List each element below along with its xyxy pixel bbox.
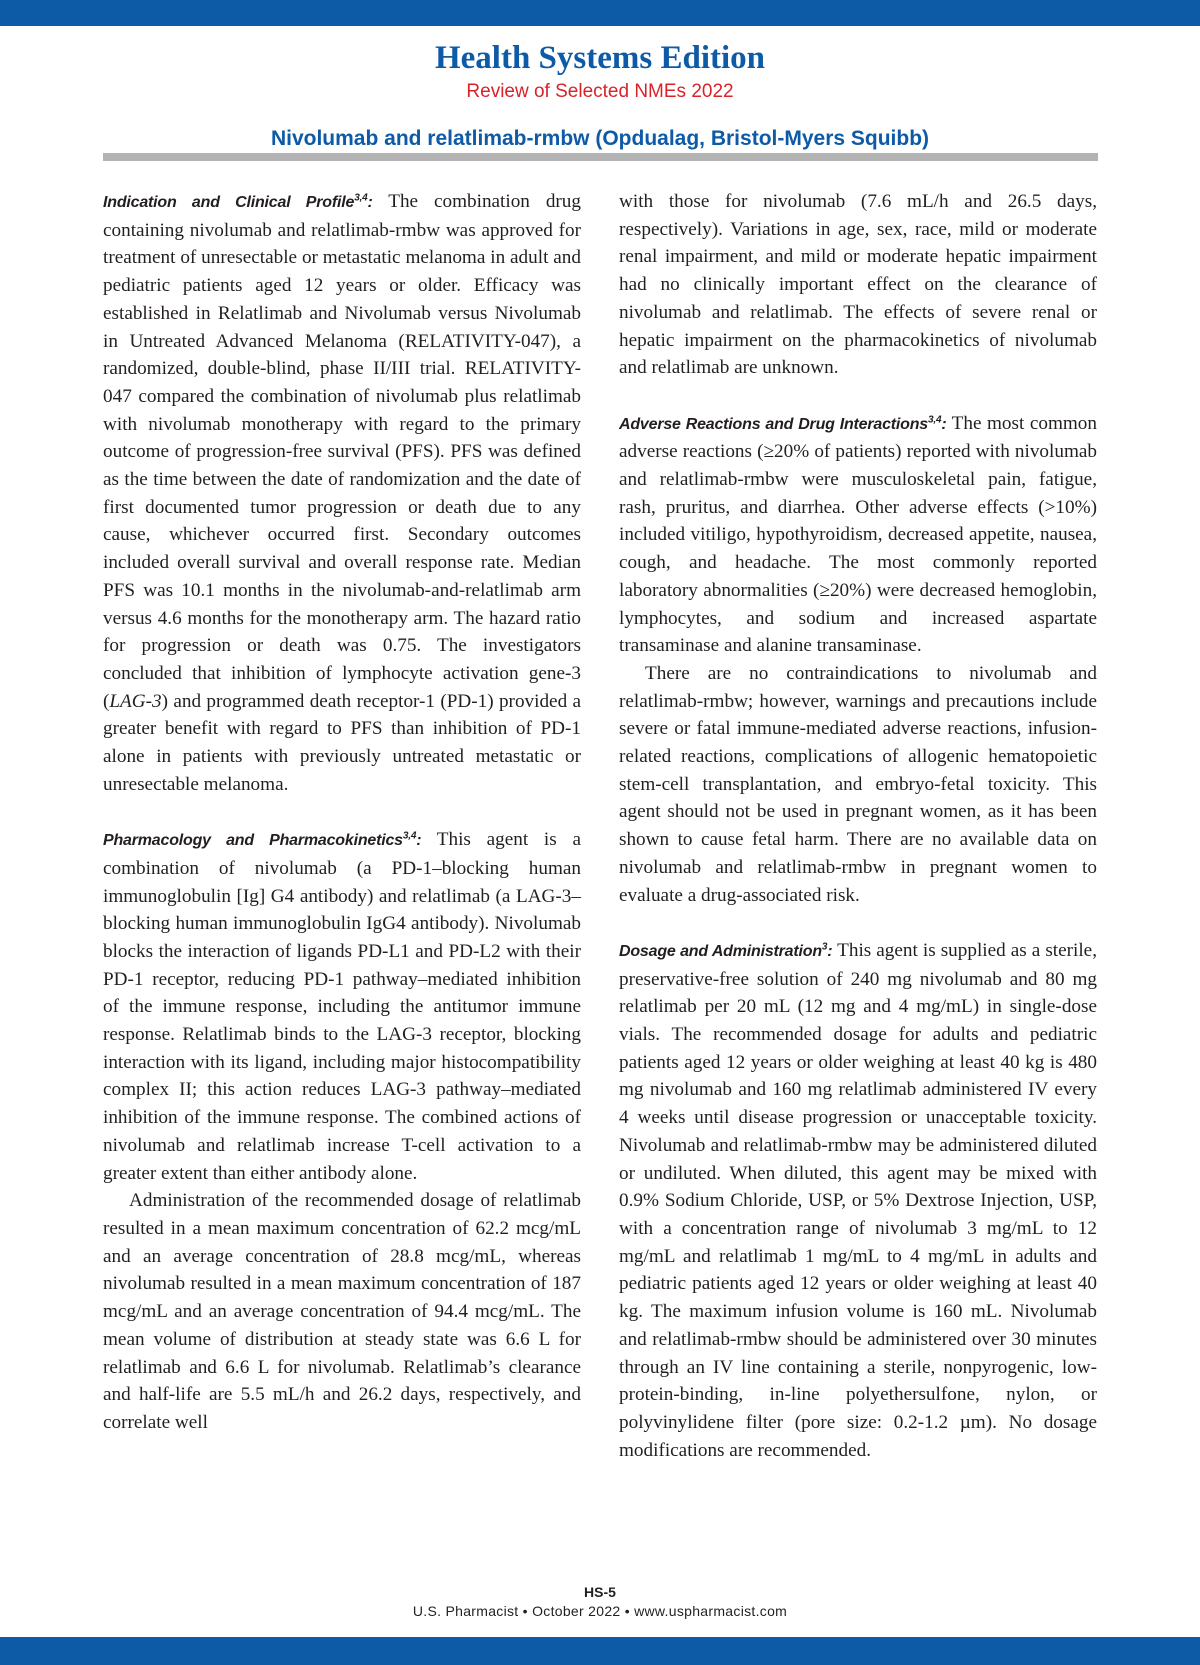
adverse-paragraph: Adverse Reactions and Drug Interactions$^{3,4}$: The most common adverse reactions (≥20% of patients) reported with nivolumab and relatlimab-rmbw were musculoskeletal pain, fatigue, rash, pruritus, and diarrhea. Other adverse effects (>10%) included vitiligo, hypothyroidism, decreased appetite, nausea, cough, and headache. The most commonly reported laboratory abnormalities (≥20%) were decreased hemoglobin, lymphocytes, and sodium and increased aspartate transaminase and alanine transaminase. bbox=[619, 412, 1097, 657]
left-column bbox=[103, 188, 581, 1437]
section-heading-pharmacology: Pharmacology and Pharmacokinetics$^{3,4}$: bbox=[103, 830, 422, 850]
pharmacokinetics-paragraph: Administration of the recommended dosage of relatlimab resulted in a mean maximum concentration of 62.2 mcg/mL and an average concentration of 28.8 mcg/mL, whereas nivolumab resulted in a mean maximum concentration of 187 mcg/mL and an average concentration of 94.4 mcg/mL. The mean volume of distribution at steady state was 6.6 L for relatlimab and 6.6 L for nivolumab. Relatlimab’s clearance and half-life are 5.5 mL/h and 26.2 days, respectively, and correlate well bbox=[103, 1190, 581, 1433]
gene-name: LAG-3 bbox=[109, 690, 162, 712]
contraindications-paragraph: There are no contraindications to nivolumab and relatlimab-rmbw; however, warnings and precautions include severe or fatal immune-mediated adverse reactions, infusion-related reactions, complications of allogenic hematopoietic stem-cell transplantation, and embryo-fetal toxicity. This agent should not be used in pregnant women, as it has been shown to cause fetal harm. There are no available data on nivolumab and relatlimab-rmbw in pregnant women to evaluate a drug-associated risk. bbox=[619, 662, 1097, 906]
publication-line: U.S. Pharmacist • October 2022 • www.uspharmacist.com bbox=[412, 1603, 788, 1619]
bottom-color-band bbox=[0, 1637, 1200, 1665]
pharmacokinetics-paragraph-continued: with those for nivolumab (7.6 mL/h and 26.5 days, respectively). Variations in age, sex, race, mild or moderate renal impairment, and mild or moderate hepatic impairment had no clinically important effect on the clearance of nivolumab and relatlimab. The effects of severe renal or hepatic impairment on the pharmacokinetics of nivolumab and relatlimab are unknown. bbox=[619, 191, 1097, 379]
review-subtitle: Review of Selected NMEs 2022 bbox=[466, 81, 734, 102]
drug-title: Nivolumab and relatlimab-rmbw (Opdualag, Bristol-Myers Squibb) bbox=[270, 127, 930, 150]
section-heading-adverse: Adverse Reactions and Drug Interactions$^{3,4}$: bbox=[619, 414, 947, 433]
page-footer bbox=[0, 1583, 1200, 1621]
title-divider bbox=[103, 153, 1098, 161]
dosage-paragraph: Dosage and Administration$^3$: This agent is supplied as a sterile, preservative-free solution of 240 mg nivolumab and 80 mg relatlimab per 20 mL (12 mg and 4 mg/mL) in single-dose vials. The recommended dosage for adults and pediatric patients aged 12 years or older weighing at least 40 kg is 480 mg nivolumab and 160 mg relatlimab administered IV every 4 weeks until disease progression or unacceptable toxicity. Nivolumab and relatlimab-rmbw may be administered diluted or undiluted. When diluted, this agent may be mixed with 0.9% Sodium Chloride, USP, or 5% Dextrose Injection, USP, with a concentration range of nivolumab 3 mg/mL to 12 mg/mL and relatlimab 1 mg/mL to 4 mg/mL in adults and pediatric patients aged 12 years or older weighing at least 40 kg. The maximum infusion volume is 160 mL. Nivolumab and relatlimab-rmbw should be administered over 30 minutes through an IV line containing a sterile, nonpyrogenic, low-protein-binding, in-line polyethersulfone, nylon, or polyvinylidene filter (pore size: 0.2-1.2 µm). No dosage modifications are recommended. bbox=[619, 939, 1097, 1461]
right-column bbox=[619, 188, 1097, 1464]
page-number: HS-5 bbox=[584, 1584, 616, 1600]
top-color-band bbox=[0, 0, 1200, 26]
edition-title: Health Systems Edition bbox=[434, 40, 766, 76]
pharmacology-paragraph: Pharmacology and Pharmacokinetics$^{3,4}$: This agent is a combination of nivolumab (a PD-1–blocking human immunoglobulin [Ig] G4 antibody) and relatlimab (a LAG-3–blocking human immunoglobulin IgG4 antibody). Nivolumab blocks the interaction of ligands PD-L1 and PD-L2 with their PD-1 receptor, reducing PD-1 pathway–mediated inhibition of the immune response, including the antitumor immune response. Relatlimab binds to the LAG-3 receptor, blocking interaction with its ligand, including major histocompatibility complex II; this action reduces LAG-3 pathway–mediated inhibition of the immune response. The combined actions of nivolumab and relatlimab increase T-cell activation to a greater extent than either antibody alone. bbox=[103, 829, 582, 1184]
indication-paragraph: Indication and Clinical Profile$^{3,4}$: The combination drug containing nivolumab and relatlimab-rmbw was approved for treatment of unresectable or metastatic melanoma in adult and pediatric patients aged 12 years or older. Efficacy was established in Relatlimab and Nivolumab versus Nivolumab in Untreated Advanced Melanoma (RELATIVITY-047), a randomized, double-blind, phase II/III trial. RELATIVITY-047 compared the combination of nivolumab plus relatlimab with nivolumab monotherapy with regard to the primary outcome of progression-free survival (PFS). PFS was defined as the time between the date of randomization and the date of first documented tumor progression or death due to any cause, whichever occurred first. Secondary outcomes included overall survival and overall response rate. Median PFS was 10.1 months in the nivolumab-and-relatlimab arm versus 4.6 months for the monotherapy arm. The hazard ratio for progression or death was 0.75. The investigators concluded that inhibition of lymphocyte activation gene-3 (LAG-3) and programmed death receptor-1 (PD-1) provided a greater benefit with regard to PFS than inhibition of PD-1 alone in patients with previously untreated metastatic or unresectable melanoma. bbox=[103, 191, 581, 795]
section-heading-indication: Indication and Clinical Profile$^{3,4}$: bbox=[103, 192, 373, 211]
section-heading-dosage: Dosage and Administration$^3$: bbox=[619, 941, 833, 960]
page-header bbox=[0, 38, 1200, 104]
